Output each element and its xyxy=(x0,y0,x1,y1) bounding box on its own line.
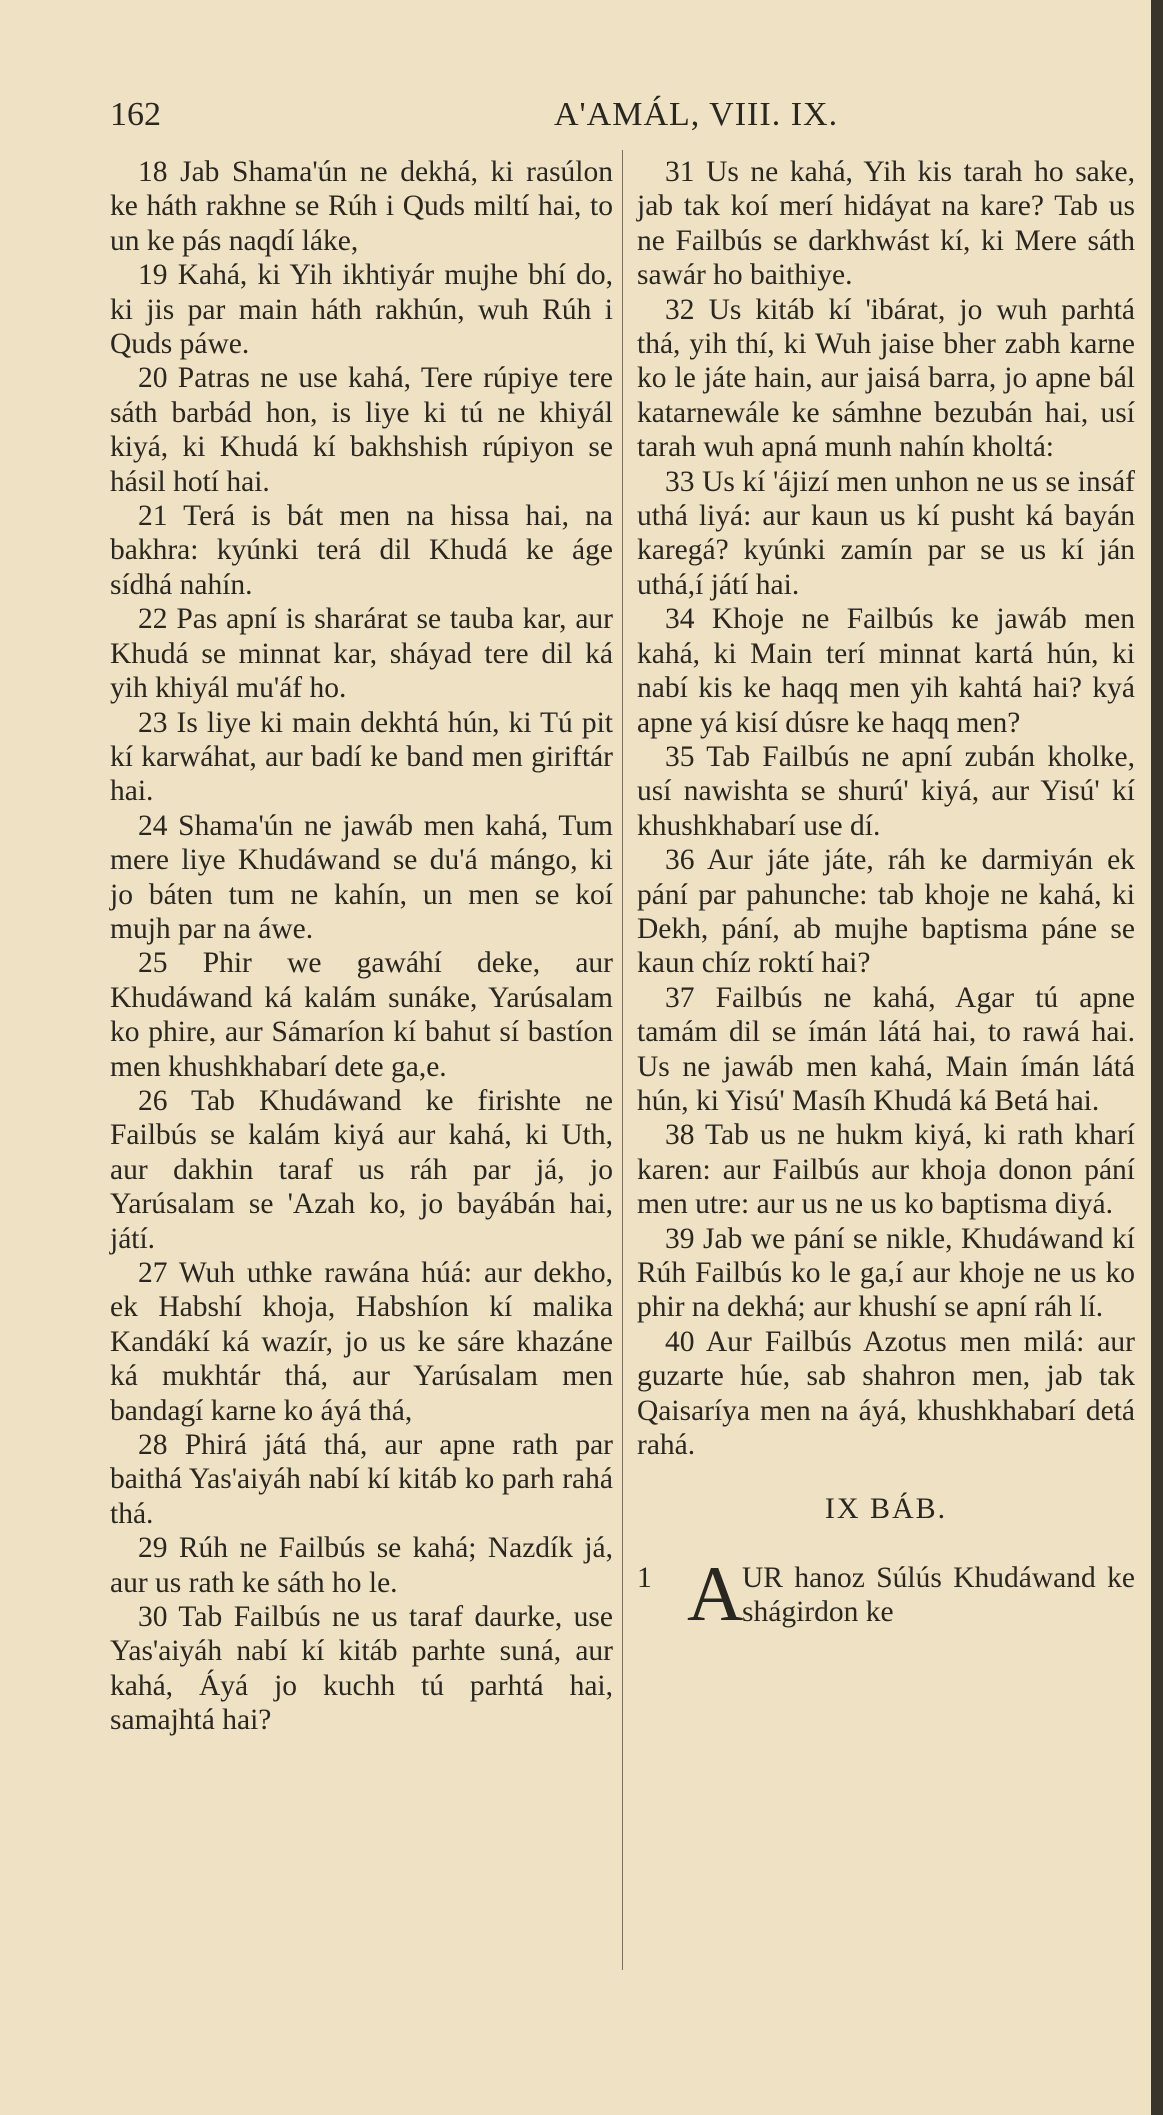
page-edge xyxy=(1151,0,1163,2115)
chapter-heading: IX BÁB. xyxy=(824,1492,948,1526)
first-verse-text: UR hanoz Súlús Khudáwand ke shágirdon ke xyxy=(742,1561,1135,1629)
verse: 30 Tab Failbús ne us taraf daurke, use Yas'aiyáh nabí kí kitáb parhte suná, aur kahá, Áyá jo kuchh tú parhtá hai, samajhtá hai? xyxy=(110,1601,613,1737)
verse: 21 Terá is bát men na hissa hai, na bakhra: kyúnki terá dil Khudá ke áge sídhá nahín. xyxy=(110,500,613,601)
verse: 35 Tab Failbús ne apní zubán kholke, usí nawishta se shurú' kiyá, aur Yisú' kí khushkhabarí use dí. xyxy=(637,740,1135,842)
running-title: A'AMÁL, VIII. IX. xyxy=(554,96,839,133)
verse: 23 Is liye ki main dekhtá hún, ki Tú pit kí karwáhat, aur badí ke band men giriftár hai. xyxy=(110,706,613,808)
verse: 18 Jab Shama'ún ne dekhá, ki rasúlon ke háth rakhne se Rúh i Quds miltí hai, to un ke pás naqdí láke, xyxy=(110,156,613,257)
verse: 33 Us kí 'ájizí men unhon ne us se insáf uthá liyá: aur kaun us kí pusht ká bayán karegá? kyúnki zamín par se us kí ján uthá,í játí hai. xyxy=(637,465,1135,601)
verse: 29 Rúh ne Failbús se kahá; Nazdík já, aur us rath ke sáth ho le. xyxy=(110,1532,613,1599)
verse: 37 Failbús ne kahá, Agar tú apne tamám dil se ímán látá hai, to rawá hai. Us ne jawáb men kahá, Main ímán látá hún, ki Yisú' Masíh Khudá ká Betá hai. xyxy=(637,981,1135,1117)
page-header xyxy=(96,96,1131,144)
verse: 25 Phir we gawáhí deke, aur Khudáwand ká kalám sunáke, Yarúsalam ko phire, aur Sámaríon kí bahut sí bastíon men khushkhabarí dete ga,e. xyxy=(110,947,613,1083)
chapter-first-verse xyxy=(637,1549,1135,1637)
verse: 19 Kahá, ki Yih ikhtiyár mujhe bhí do, ki jis par main háth rakhún, wuh Rúh i Quds páwe. xyxy=(110,259,613,361)
right-column xyxy=(637,155,1135,1637)
verse-number: 1 xyxy=(637,1561,652,1594)
left-column xyxy=(110,155,613,1738)
verse: 27 Wuh uthke rawána húá: aur dekho, ek Habshí khoja, Habshíon kí malika Kandákí ká wazír, jo us ke sáre khazáne ká mukhtár thá, aur Yarúsalam men bandagí karne ko áyá thá, xyxy=(110,1257,613,1427)
verse: 24 Shama'ún ne jawáb men kahá, Tum mere liye Khudáwand se du'á mángo, ki jo báten tum ne kahín, un men se koí mujh par na áwe. xyxy=(110,809,613,945)
verse: 26 Tab Khudáwand ke firishte ne Failbús se kalám kiyá aur kahá, ki Uth, aur dakhin taraf us ráh par já, jo Yarúsalam se 'Azah ko, jo bayábán hai, játí. xyxy=(110,1084,613,1255)
drop-cap: A xyxy=(687,1549,744,1637)
verse: 22 Pas apní is sharárat se tauba kar, aur Khudá se minnat kar, sháyad tere dil ká yih khiyál mu'áf ho. xyxy=(110,603,613,705)
verse: 34 Khoje ne Failbús ke jawáb men kahá, ki Main terí minnat kartá hún, ki nabí kis ke haqq men yih kahtá hai? kyá apne yá kisí dúsre ke haqq men? xyxy=(637,603,1135,739)
column-divider xyxy=(622,150,623,1970)
verse: 40 Aur Failbús Azotus men milá: aur guzarte húe, sab shahron men, jab tak Qaisaríya men na áyá, khushkhabarí detá rahá. xyxy=(637,1325,1135,1462)
verse: 28 Phirá játá thá, aur apne rath par baithá Yas'aiyáh nabí kí kitáb ko parh rahá thá. xyxy=(110,1429,613,1530)
verse: 36 Aur játe játe, ráh ke darmiyán ek pání par pahunche: tab khoje ne kahá, ki Dekh, pání, ab mujhe baptisma páne se kaun chíz roktí hai? xyxy=(637,844,1135,980)
verse: 38 Tab us ne hukm kiyá, ki rath kharí karen: aur Failbús aur khoja donon pání men utre: aur us ne us ko baptisma diyá. xyxy=(637,1119,1135,1221)
verse: 31 Us ne kahá, Yih kis tarah ho sake, jab tak koí merí hidáyat na kare? Tab us ne Failbús se darkhwást kí, ki Mere sáth sawár ho baithiye. xyxy=(637,156,1135,292)
page-number: 162 xyxy=(110,96,161,133)
verse: 39 Jab we pání se nikle, Khudáwand kí Rúh Failbús ko le ga,í aur khoje ne us ko phir na dekhá; aur khushí se apní ráh lí. xyxy=(637,1222,1135,1324)
verse: 32 Us kitáb kí 'ibárat, jo wuh parhtá thá, yih thí, ki Wuh jaise bher zabh karne ko le játe hain, aur jaisá barra, jo apne bál katarnewále ke sámhne bezubán hai, usí tarah wuh apná munh nahín kholtá: xyxy=(637,293,1135,464)
verse: 20 Patras ne use kahá, Tere rúpiye tere sáth barbád hon, is liye ki tú ne khiyál kiyá, ki Khudá kí bakhshish rúpiyon se hásil hotí hai. xyxy=(110,362,613,498)
